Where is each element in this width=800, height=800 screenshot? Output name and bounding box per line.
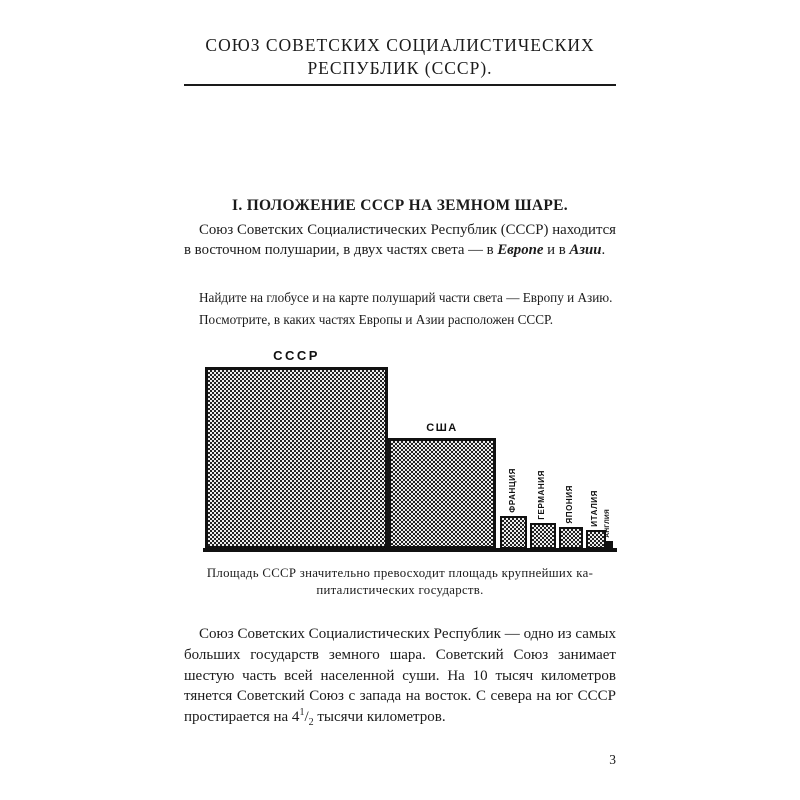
bar-ГЕРМАНИЯ — [530, 523, 556, 549]
body-text-2: тысячи километров. — [313, 709, 446, 726]
book-title-line2: РЕСПУБЛИК (СССР). — [307, 58, 493, 78]
bar-ИТАЛИЯ — [586, 530, 606, 549]
bar-label-СССР: СССР — [273, 348, 320, 363]
intro-text-3: . — [601, 242, 606, 258]
bar-label-ИТАЛИЯ: ИТАЛИЯ — [590, 490, 599, 527]
bar-label-АНГЛИЯ: АНГЛИЯ — [604, 509, 611, 538]
bar-АНГЛИЯ — [605, 541, 613, 549]
book-title — [184, 34, 616, 80]
title-rule — [184, 84, 616, 86]
bar-label-ГЕРМАНИЯ: ГЕРМАНИЯ — [537, 470, 546, 520]
fraction-denominator: 2 — [308, 717, 314, 729]
page-number: 3 — [609, 752, 616, 767]
bar-label-ЯПОНИЯ: ЯПОНИЯ — [565, 485, 574, 524]
body-text-1: Союз Советских Социалистических Республик — одно из самых больших государств земного шара. Советский Союз занимает шестую часть всей населенной суши. На 10 тысяч километров тянется Советский Союз с запада на восток. С севера на юг СССР простирается на 4 — [184, 626, 616, 726]
exercise-block — [184, 288, 616, 332]
chart-caption — [184, 565, 616, 599]
chart-caption-line1: Площадь СССР значительно превосходит площадь крупнейших ка- — [206, 566, 594, 580]
intro-text-1: Союз Советских Социалистических Республик (СССР) находится в восточном полушарии, в двух частях света — в — [184, 222, 616, 258]
bar-ЯПОНИЯ — [559, 527, 583, 549]
chart-caption-line2: питалистических государств. — [316, 583, 484, 597]
bar-США — [388, 438, 496, 549]
bar-СССР — [205, 367, 388, 549]
body-paragraph — [184, 624, 616, 728]
intro-asia: Азии — [569, 242, 602, 258]
bar-ФРАНЦИЯ — [500, 516, 527, 549]
intro-paragraph — [184, 220, 616, 260]
fraction-numerator: 1 — [299, 707, 305, 719]
area-chart — [205, 348, 615, 552]
bar-label-США: США — [426, 422, 458, 434]
book-title-line1: СОЮЗ СОВЕТСКИХ СОЦИАЛИСТИЧЕСКИХ — [205, 35, 595, 55]
exercise-2: Посмотрите, в каких частях Европы и Азии расположен СССР. — [199, 312, 553, 327]
intro-text-2: и в — [543, 242, 570, 258]
section-heading: I. ПОЛОЖЕНИЕ СССР НА ЗЕМНОМ ШАРЕ. — [232, 197, 568, 214]
intro-europe: Европе — [497, 242, 544, 258]
exercise-1: Найдите на глобусе и на карте полушарий части света — Европу и Азию. — [199, 290, 613, 305]
fraction-slash: / — [304, 709, 309, 726]
bar-label-ФРАНЦИЯ: ФРАНЦИЯ — [507, 468, 517, 513]
